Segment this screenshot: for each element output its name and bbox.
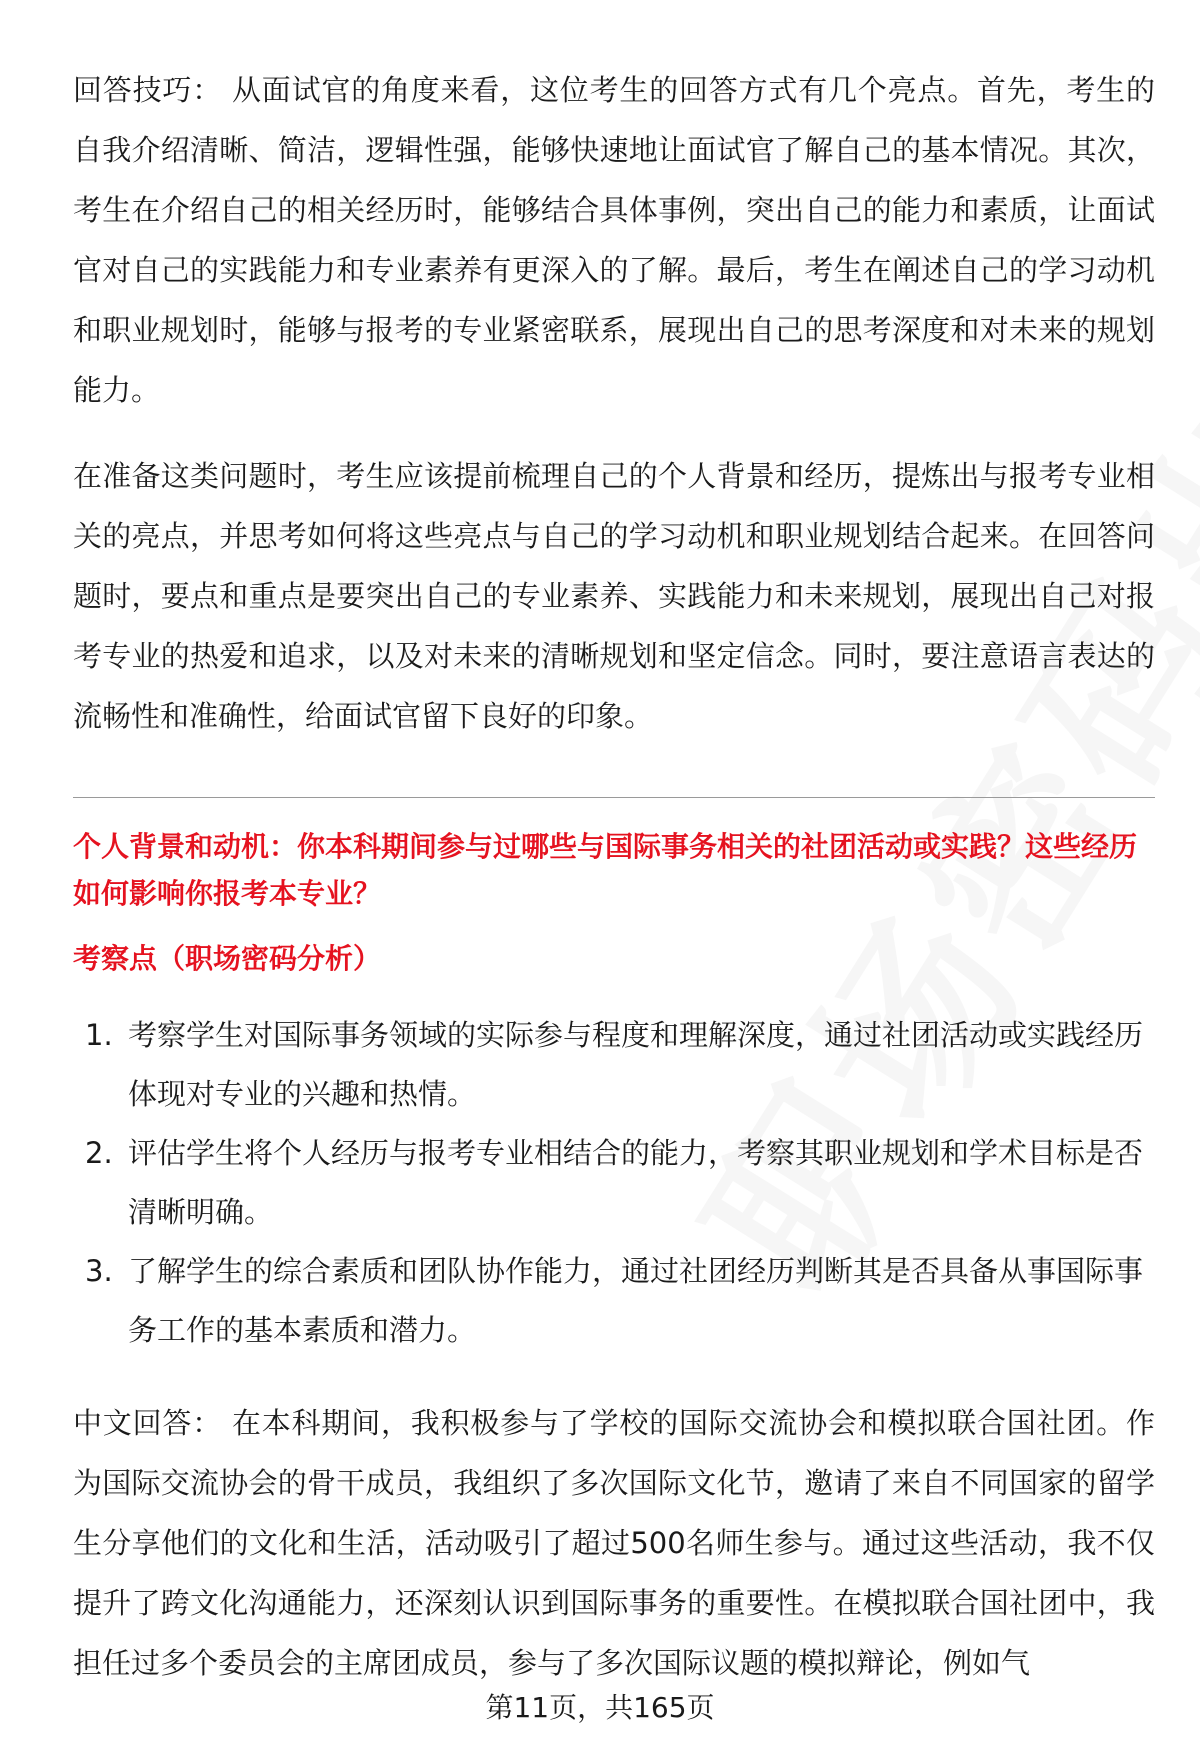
list-item-text: 了解学生的综合素质和团队协作能力，通过社团经历判断其是否具备从事国际事务工作的基本素质和潜力。 <box>128 1254 1144 1347</box>
question-heading: 个人背景和动机：你本科期间参与过哪些与国际事务相关的社团活动或实践？这些经历如何影响你报考本专业？ <box>73 830 1138 910</box>
list-item <box>73 1124 1155 1242</box>
list-item-number: 1. <box>85 1018 113 1052</box>
list-item-number: 3. <box>85 1254 113 1288</box>
chinese-answer-paragraph: 中文回答： 在本科期间，我积极参与了学校的国际交流协会和模拟联合国社团。作为国际交流协会的骨干成员，我组织了多次国际文化节，邀请了来自不同国家的留学生分享他们的文化和生活，活动吸引了超过500名师生参与。通过这些活动，我不仅提升了跨文化沟通能力，还深刻认识到国际事务的重要性。在模拟联合国社团中，我担任过多个委员会的主席团成员，参与了多次国际议题的模拟辩论，例如气 <box>73 1406 1155 1680</box>
list-item <box>73 1006 1155 1124</box>
list-item <box>73 1242 1155 1360</box>
section-divider <box>73 797 1155 798</box>
page-number-footer: 第11页，共165页 <box>485 1691 715 1724</box>
analysis-heading: 考察点（职场密码分析） <box>73 942 382 975</box>
list-item-text: 评估学生将个人经历与报考专业相结合的能力，考察其职业规划和学术目标是否清晰明确。 <box>128 1136 1144 1229</box>
answer-tips-paragraph: 回答技巧： 从面试官的角度来看，这位考生的回答方式有几个亮点。首先，考生的自我介绍清晰、简洁，逻辑性强，能够快速地让面试官了解自己的基本情况。其次，考生在介绍自己的相关经历时，能够结合具体事例，突出自己的能力和素质，让面试官对自己的实践能力和专业素养有更深入的了解。最后，考生在阐述自己的学习动机和职业规划时，能够与报考的专业紧密联系，展现出自己的思考深度和对未来的规划能力。 <box>73 73 1155 407</box>
list-item-text: 考察学生对国际事务领域的实际参与程度和理解深度，通过社团活动或实践经历体现对专业的兴趣和热情。 <box>128 1018 1144 1111</box>
list-item-number: 2. <box>85 1136 113 1170</box>
analysis-points-list <box>73 1006 1155 1360</box>
preparation-paragraph: 在准备这类问题时，考生应该提前梳理自己的个人背景和经历，提炼出与报考专业相关的亮点，并思考如何将这些亮点与自己的学习动机和职业规划结合起来。在回答问题时，要点和重点是要突出自己的专业素养、实践能力和未来规划，展现出自己对报考专业的热爱和追求，以及对未来的清晰规划和坚定信念。同时，要注意语言表达的流畅性和准确性，给面试官留下良好的印象。 <box>73 459 1155 733</box>
